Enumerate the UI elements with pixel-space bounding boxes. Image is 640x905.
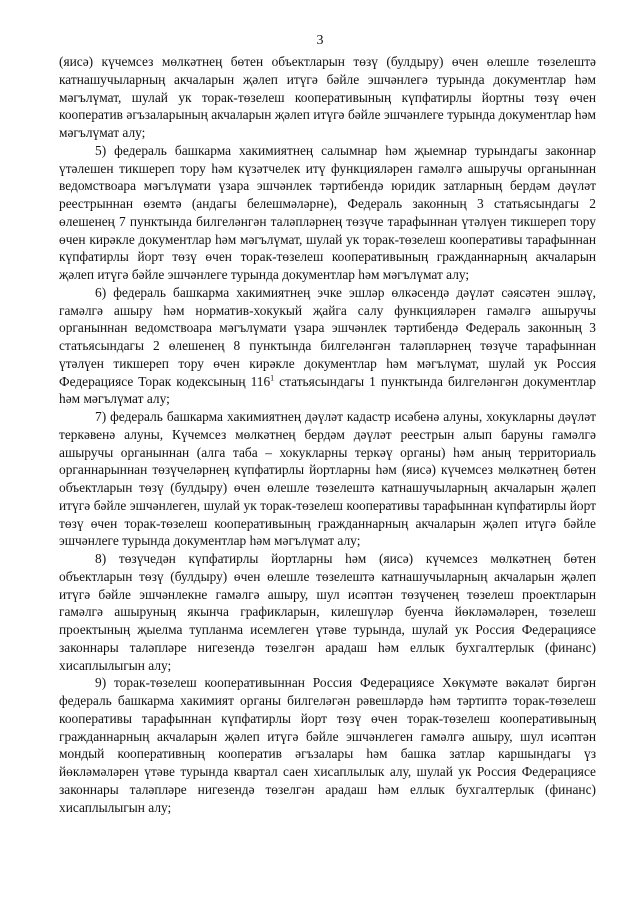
- paragraph-item-6-text: 6) федераль башкарма хакимиятнең эчке эшләр өлкәсендә дәүләт сәясәтен эшләү, гамәлгә ашыру һәм норматив-хокукый җайга салу функцияләрен гамәлгә ашыручы органыннан ведомствоара мәгълүмати үзара эшчәнлек тәртибендә Федераль законның 3 статьясындагы 2 өлешенең 8 пунктында билгеләнгән таләпләрнең төзүче тарафыннан үтәлүен тикшереп тору өчен кирәкле документлар һәм мәгълүмат, шулай ук Россия Федерациясе Торак кодексының 116: [59, 284, 596, 389]
- paragraph-item-5: 5) федераль башкарма хакимиятнең салымнар һәм җыемнар турындагы законнар үтәлешен тикшереп тору һәм күзәтчелек итү функцияләрен гамәлгә ашыручы органыннан ведомствоара мәгълүмати үзара эшчәнлек тәртибендә юридик затларның бердәм дәүләт реестрыннан өземтә (андагы белешмәләрне), Федераль законның 3 статьясындагы 2 өлешенең 7 пунктында билгеләнгән таләпләрнең төзүче тарафыннан үтәлүен тикшереп тору өчен кирәкле документлар һәм мәгълүмат, шулай ук торак-төзелеш кооперативы тарафыннан күпфатирлы йорт төзү өчен торак-төзелеш кооперативының гражданнарның акчаларын җәлеп итүгә бәйле эшчәнлеге турында документлар һәм мәгълүмат алу;: [59, 142, 596, 282]
- paragraph-item-9: 9) торак-төзелеш кооперативыннан Россия Федерациясе Хөкүмәте вәкаләт биргән федераль башкарма хакимият органы билгеләгән рәвешләрдә һәм тәртиптә торак-төзелеш кооперативы тарафыннан күпфатирлы йорт төзү өчен торак-төзелеш кооперативының гражданнарның акчаларын җәлеп итүгә бәйле эшчәнлеген гамәлгә ашыру, шул исәптән мондый кооперативның кооператив әгъзалары һәм башка затлар каршындагы үз йөкләмәләрен үтәве турында квартал саен хисаплылык алу, шулай ук Россия Федерациясе законнары таләпләре нигезендә төзелгән арадаш һәм еллык бухгалтерлык (финанс) хисаплылыгын алу;: [59, 675, 596, 815]
- document-body: [59, 53, 596, 816]
- paragraph-item-6-text-after: статьясындагы 1 пунктында билгеләнгән документлар һәм мәгълүмат алу;: [59, 373, 597, 407]
- paragraph-item-7: 7) федераль башкарма хакимиятнең дәүләт кадастр исәбенә алуны, хокукларны дәүләт теркәвенә алуны, Күчемсез мөлкәтнең бердәм дәүләт реестрын алып баруны гамәлгә ашыручы органыннан (алга таба – хокукларны теркәү органы) һәм аның территориаль органнарыннан төзүчеләрнең күпфатирлы йортларны һәм (яисә) күчемсез мөлкәтнең бөтен объектларын төзү (булдыру) өчен өлешле төзелештә катнашучыларның акчаларын җәлеп итүгә бәйле эшчәнлеген, шулай ук торак-төзелеш кооперативы тарафыннан күпфатирлы йорт төзү өчен торак-төзелеш кооперативының гражданнарның акчаларын җәлеп итүгә бәйле эшчәнлеге турында документлар һәм мәгълүмат алу;: [59, 409, 596, 549]
- paragraph-continuation: (яисә) күчемсез мөлкәтнең бөтен объектларын төзү (булдыру) өчен өлешле төзелештә катнашучыларның акчаларын җәлеп итүгә бәйле эшчәнлегә турында документлар һәм мәгълүмат, шулай ук торак-төзелеш кооперативының күпфатирлы йортны төзү өчен кооператив әгъзаларының акчаларын җәлеп итүгә бәйле эшчәнлеге турында документлар һәм мәгълүмат алу;: [59, 54, 596, 140]
- paragraph-item-6: [59, 284, 596, 408]
- article-superscript: 1: [270, 373, 275, 383]
- page-number: 3: [316, 33, 324, 48]
- paragraph-item-8: 8) төзүчедән күпфатирлы йортларны һәм (яисә) күчемсез мөлкәтнең бөтен объектларын төзү (булдыру) өчен өлешле төзелештә катнашучыларның акчаларын җәлеп итүгә бәйле эшчәнлекне гамәлгә ашыру, шул исәптән төзүченең төзелеш проектларын гамәлгә ашыруның якынча графикларын, килешүләр буенча йөкләмәләрен, төзелеш проектының җыелма тупланма исемлеген үтәве турында, шулай ук Россия Федерациясе законнары таләпләре нигезендә төзелгән арадаш һәм еллык бухгалтерлык (финанс) хисаплылыгын алу;: [59, 551, 596, 673]
